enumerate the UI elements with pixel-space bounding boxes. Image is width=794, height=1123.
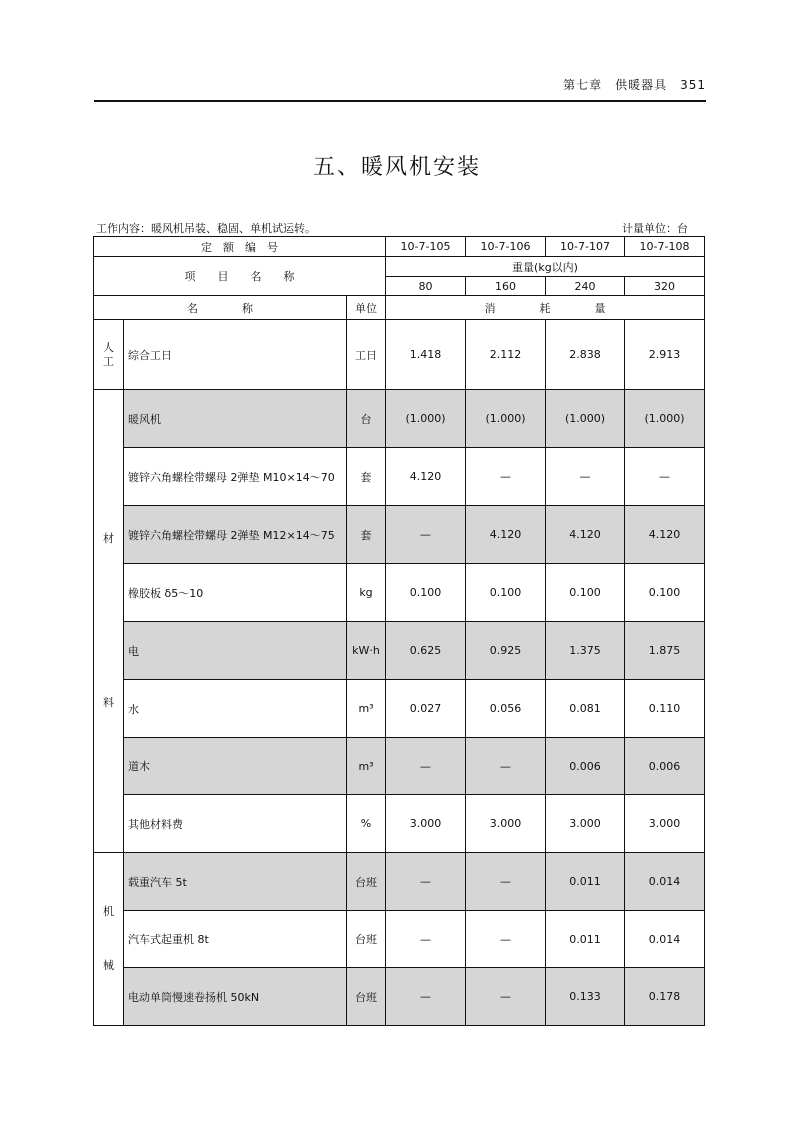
value-cell: 0.178 [625,968,705,1026]
table-row [94,448,705,506]
item-name: 载重汽车 5t [124,853,347,911]
value-cell: 0.100 [546,564,625,622]
table-row [94,320,705,390]
value-cell: — [546,448,625,506]
item-name: 暖风机 [124,390,347,448]
value-cell: 0.110 [625,680,705,738]
category-cell-materials: 材 料 [94,390,124,853]
value-cell: 0.100 [386,564,466,622]
value-cell: 1.375 [546,622,625,680]
value-cell: — [466,448,546,506]
value-cell: 3.000 [625,795,705,853]
value-cell: 3.000 [466,795,546,853]
value-cell: 0.011 [546,853,625,911]
table-row [94,390,705,448]
value-cell: 0.014 [625,911,705,968]
value-cell: — [625,448,705,506]
item-unit: 套 [347,448,386,506]
item-unit: 工日 [347,320,386,390]
category-cell-labor: 人 工 [94,320,124,390]
weight-cell: 80 [386,277,466,296]
header-rule [94,100,706,102]
item-name: 电动单筒慢速卷扬机 50kN [124,968,347,1026]
value-cell: 0.027 [386,680,466,738]
item-name: 橡胶板 δ5～10 [124,564,347,622]
weight-cell: 320 [625,277,705,296]
item-unit: 台 [347,390,386,448]
item-name: 电 [124,622,347,680]
value-cell: 0.133 [546,968,625,1026]
measurement-unit: 计量单位：台 [622,222,688,235]
value-cell: 4.120 [546,506,625,564]
value-cell: — [386,853,466,911]
value-cell: (1.000) [546,390,625,448]
chapter-header: 第七章 供暖器具 351 [563,78,706,92]
value-cell: 4.120 [466,506,546,564]
item-name: 其他材料费 [124,795,347,853]
item-unit: kg [347,564,386,622]
value-cell: (1.000) [466,390,546,448]
value-cell: 4.120 [625,506,705,564]
item-name: 水 [124,680,347,738]
value-cell: 0.006 [546,738,625,795]
table-row [94,738,705,795]
column-header-row [94,296,705,320]
value-cell: 4.120 [386,448,466,506]
code-cell: 10-7-106 [466,237,546,257]
item-unit: % [347,795,386,853]
weight-label-row [94,257,705,277]
work-content: 工作内容：暖风机吊装、稳固、单机试运转。 [96,222,316,235]
weight-label: 重量(kg以内) [386,257,705,277]
table-row [94,968,705,1026]
value-cell: 3.000 [386,795,466,853]
table-row [94,564,705,622]
code-cell: 10-7-107 [546,237,625,257]
value-cell: — [386,911,466,968]
value-cell: 0.100 [625,564,705,622]
value-cell: — [386,738,466,795]
value-cell: 1.875 [625,622,705,680]
value-cell: 0.006 [625,738,705,795]
value-cell: — [386,506,466,564]
code-cell: 10-7-108 [625,237,705,257]
item-unit: 台班 [347,853,386,911]
value-cell: 0.011 [546,911,625,968]
name-column-header: 名 称 [94,296,347,320]
table-row [94,911,705,968]
value-cell: 0.625 [386,622,466,680]
value-cell: 0.925 [466,622,546,680]
table-row [94,680,705,738]
item-unit: kW·h [347,622,386,680]
value-cell: (1.000) [625,390,705,448]
weight-cell: 160 [466,277,546,296]
value-cell: — [466,853,546,911]
item-name: 镀锌六角螺栓带螺母 2弹垫 M10×14～70 [124,448,347,506]
value-cell: 0.014 [625,853,705,911]
value-cell: — [466,911,546,968]
value-cell: 3.000 [546,795,625,853]
category-cell-machinery: 机 械 [94,853,124,1026]
item-unit: 套 [347,506,386,564]
item-name: 道木 [124,738,347,795]
value-cell: 2.838 [546,320,625,390]
value-cell: 0.100 [466,564,546,622]
quota-table [93,236,705,1026]
table-row [94,622,705,680]
page-title: 五、暖风机安装 [312,155,481,180]
value-cell: 2.112 [466,320,546,390]
code-cell: 10-7-105 [386,237,466,257]
value-cell: 2.913 [625,320,705,390]
item-unit: 台班 [347,968,386,1026]
quota-code-row [94,237,705,257]
quota-label: 定 额 编 号 [94,237,386,257]
weight-cell: 240 [546,277,625,296]
value-cell: — [386,968,466,1026]
value-cell: — [466,738,546,795]
item-name: 镀锌六角螺栓带螺母 2弹垫 M12×14～75 [124,506,347,564]
table-row [94,795,705,853]
item-name: 综合工日 [124,320,347,390]
value-cell: 0.081 [546,680,625,738]
table-row [94,853,705,911]
item-name: 汽车式起重机 8t [124,911,347,968]
table-row [94,506,705,564]
item-unit: m³ [347,680,386,738]
value-cell: 0.056 [466,680,546,738]
item-unit: m³ [347,738,386,795]
consumption-header: 消 耗 量 [386,296,705,320]
value-cell: (1.000) [386,390,466,448]
value-cell: — [466,968,546,1026]
item-name-label: 项 目 名 称 [94,257,386,296]
unit-column-header: 单位 [347,296,386,320]
value-cell: 1.418 [386,320,466,390]
item-unit: 台班 [347,911,386,968]
